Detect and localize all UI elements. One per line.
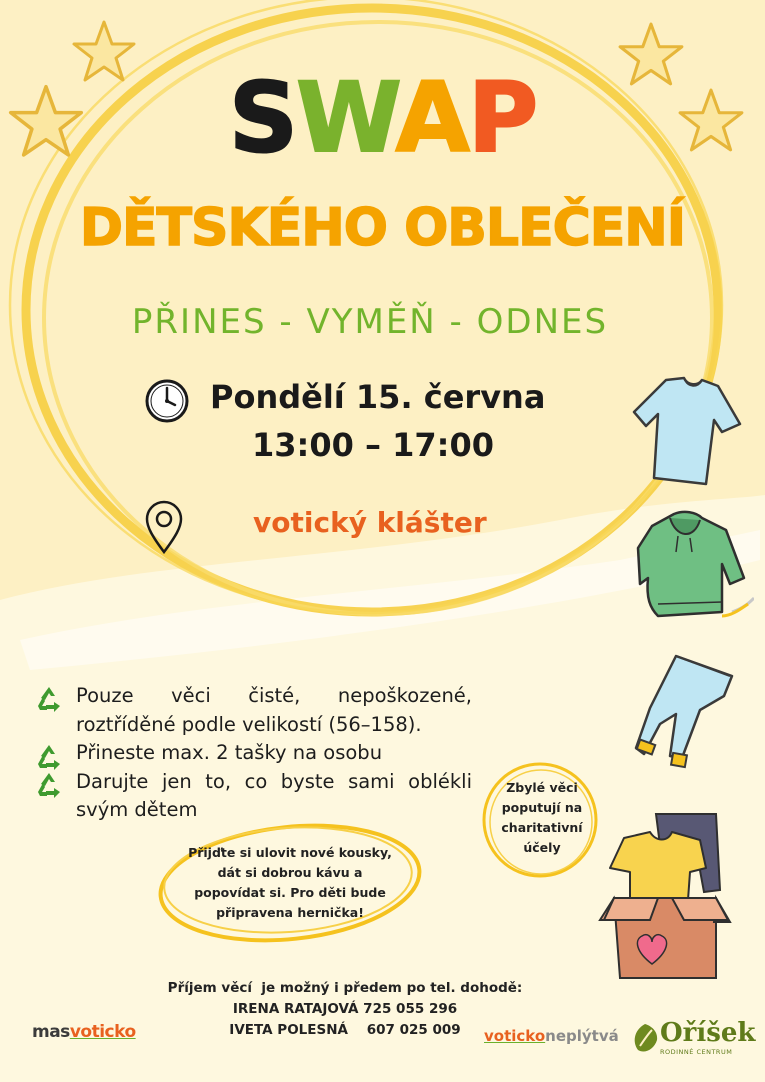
bubble-line: charitativní bbox=[501, 820, 583, 835]
masvoticko-logo bbox=[32, 1022, 136, 1042]
cafe-bubble bbox=[180, 843, 400, 923]
rule-item: Pouze věci čisté, nepoškozené, roztříděné podle velikostí (56–158). bbox=[76, 684, 472, 736]
logo-part-b: neplýtvá bbox=[545, 1027, 619, 1045]
orisek-leaf-icon bbox=[630, 1022, 660, 1054]
charity-bubble bbox=[493, 778, 591, 858]
contact-intro: Příjem věcí je možný i předem po tel. dohodě: bbox=[167, 980, 523, 996]
bubble-line: popovídat si. Pro děti bude bbox=[194, 885, 386, 900]
swap-title bbox=[0, 62, 765, 174]
event-place: votický klášter bbox=[253, 506, 487, 539]
orisek-logo-name: Oříšek bbox=[660, 1018, 756, 1048]
rules-list bbox=[76, 682, 472, 825]
bubble-line: připravena hernička! bbox=[216, 905, 364, 920]
rule-item: Darujte jen to, co byste sami oblékli svým dětem bbox=[76, 769, 472, 821]
rule-item: Přineste max. 2 tašky na osobu bbox=[76, 741, 383, 764]
event-date: Pondělí 15. června bbox=[210, 378, 546, 416]
location-pin-icon bbox=[144, 500, 184, 554]
subtitle: DĚTSKÉHO OBLEČENÍ bbox=[79, 198, 686, 258]
event-time: 13:00 – 17:00 bbox=[252, 426, 494, 464]
bubble-line: Zbylé věci bbox=[506, 780, 578, 795]
logo-name: voticko bbox=[69, 1022, 136, 1042]
donation-box-icon bbox=[596, 810, 734, 986]
bubble-line: Přijďte si ulovit nové kousky, bbox=[188, 845, 392, 860]
swap-letter-a: A bbox=[395, 62, 468, 174]
contact-iveta: IVETA POLESNÁ 607 025 009 bbox=[229, 1022, 461, 1038]
hoodie-icon bbox=[636, 508, 754, 626]
bubble-line: poputují na bbox=[501, 800, 583, 815]
swap-letter-s: S bbox=[228, 62, 296, 174]
contact-irena: IRENA RATAJOVÁ 725 055 296 bbox=[232, 1001, 458, 1017]
orisek-logo-sub: RODINNÉ CENTRUM bbox=[660, 1048, 733, 1056]
swap-letter-p: P bbox=[467, 62, 537, 174]
recycle-icon bbox=[34, 684, 64, 714]
jeans-icon bbox=[634, 652, 736, 776]
motto: PŘINES - VYMĚŇ - ODNES bbox=[131, 302, 609, 342]
tshirt-icon bbox=[632, 374, 744, 492]
recycle-icon bbox=[34, 742, 64, 772]
logo-prefix: mas bbox=[32, 1022, 70, 1042]
bubble-line: účely bbox=[523, 840, 561, 855]
swap-letter-w: W bbox=[295, 62, 396, 174]
bubble-line: dát si dobrou kávu a bbox=[217, 865, 363, 880]
votickoneplytva-logo bbox=[484, 1027, 619, 1045]
recycle-icon bbox=[34, 770, 64, 800]
clock-icon bbox=[144, 378, 190, 424]
logo-part-a: voticko bbox=[484, 1027, 546, 1045]
